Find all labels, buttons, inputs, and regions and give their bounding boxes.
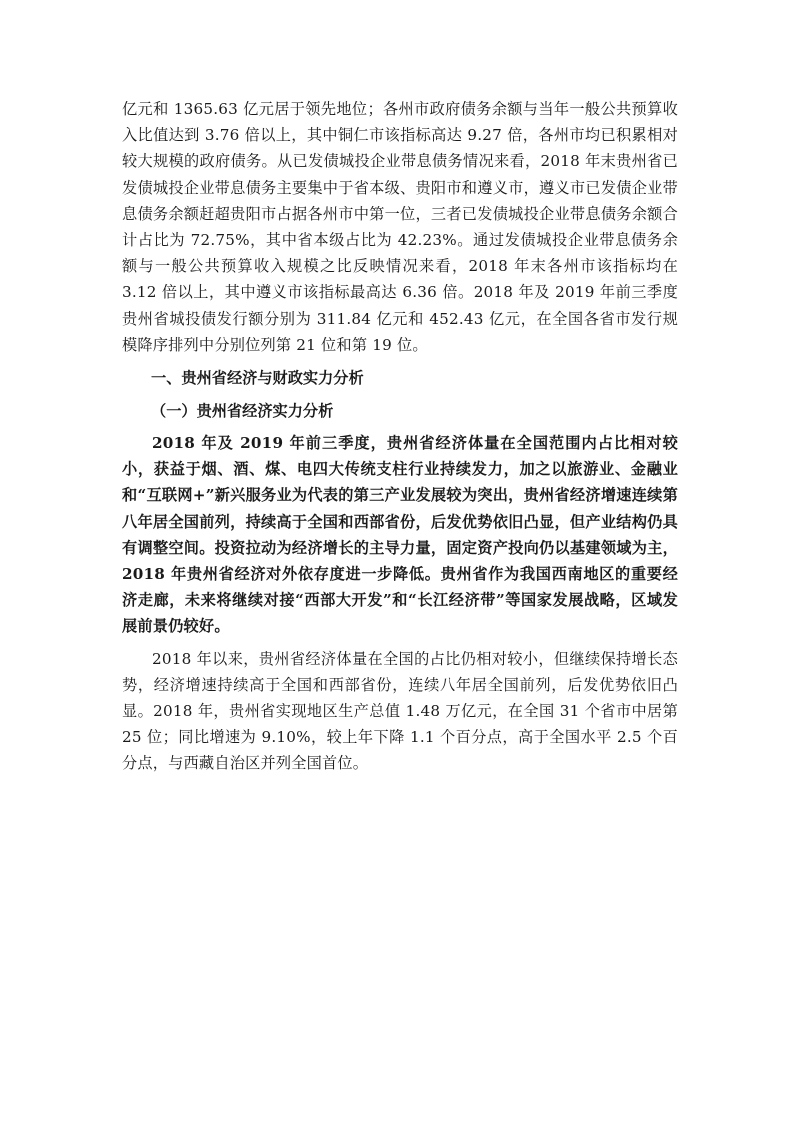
document-page <box>122 96 678 777</box>
summary-paragraph: 2018 年及 2019 年前三季度，贵州省经济体量在全国范围内占比相对较小，获益于烟、酒、煤、电四大传统支柱行业持续发力，加之以旅游业、金融业和“互联网+”新兴服务业为代表的第三产业发展较为突出，贵州省经济增速连续第八年居全国前列，持续高于全国和西部省份，后发优势依旧凸显，但产业结构仍具有调整空间。投资拉动为经济增长的主导力量，固定资产投向仍以基建领域为主，2018 年贵州省经济对外依存度进一步降低。贵州省作为我国西南地区的重要经济走廊，未来将继续对接“西部大开发”和“长江经济带”等国家发展战略，区域发展前景仍较好。 <box>122 434 678 636</box>
section-heading: 一、贵州省经济与财政实力分析 <box>151 369 364 388</box>
body-paragraph: 2018 年以来，贵州省经济体量在全国的占比仍相对较小，但继续保持增长态势，经济增速持续高于全国和西部省份，连续八年居全国前列，后发优势依旧凸显。2018 年，贵州省实现地区生产总值 1.48 万亿元，在全国 31 个省市中居第 25 位；同比增速为 9.10%，较上年下降 1.1 个百分点，高于全国水平 2.5 个百分点，与西藏自治区并列全国首位。 <box>122 649 678 773</box>
continued-paragraph: 亿元和 1365.63 亿元居于领先地位；各州市政府债务余额与当年一般公共预算收入比值达到 3.76 倍以上，其中铜仁市该指标高达 9.27 倍，各州市均已积累相对较大规模的政府债务。从已发债城投企业带息债务情况来看，2018 年末贵州省已发债城投企业带息债务主要集中于省本级、贵阳市和遵义市，遵义市已发债企业带息债务余额赶超贵阳市占据各州市中第一位，三者已发债城投企业带息债务余额合计占比为 72.75%，其中省本级占比为 42.23%。通过发债城投企业带息债务余额与一般公共预算收入规模之比反映情况来看，2018 年末各州市该指标均在 3.12 倍以上，其中遵义市该指标最高达 6.36 倍。2018 年及 2019 年前三季度贵州省城投债发行额分别为 311.84 亿元和 452.43 亿元，在全国各省市发行规模降序排列中分别位列第 21 位和第 19 位。 <box>122 100 678 354</box>
subsection-heading: （一）贵州省经济实力分析 <box>151 402 334 421</box>
